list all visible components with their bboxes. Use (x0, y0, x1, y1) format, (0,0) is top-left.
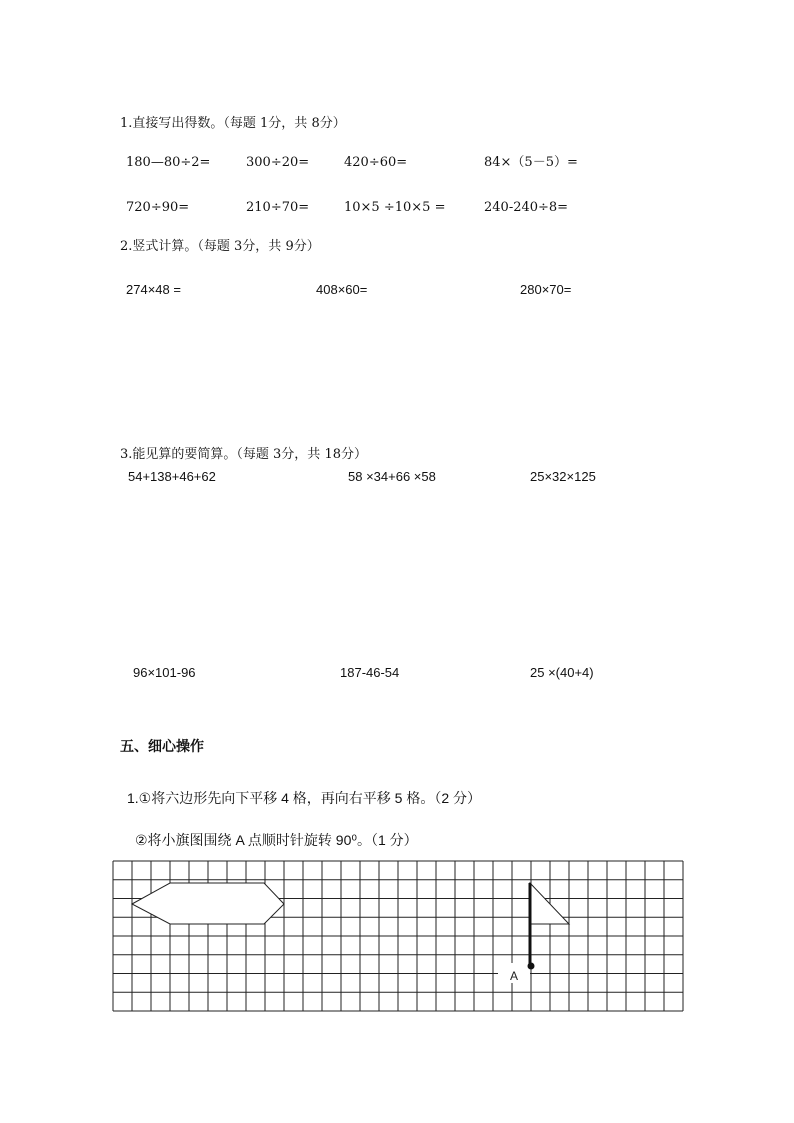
problem-1-1: 180—80÷2= (126, 155, 211, 170)
section5-title: 五、细心操作 (120, 739, 204, 755)
operation-q2: ②将小旗图围绕 A 点顺时针旋转 90⁰。（1 分） (135, 832, 418, 848)
vertical-calc-2: 408×60= (316, 282, 368, 297)
simplify-1: 54+138+46+62 (128, 469, 216, 484)
simplify-6: 25 ×(40+4) (530, 665, 594, 680)
section1-heading: 1.直接写出得数。（每题 1分，共 8分） (120, 116, 346, 131)
operation-q1: 1.①将六边形先向下平移 4 格，再向右平移 5 格。（2 分） (127, 790, 482, 806)
pivot-point (528, 963, 535, 970)
section3-heading: 3.能见算的要简算。（每题 3分，共 18分） (120, 447, 367, 462)
problem-1-7: 10×5 ÷10×5 = (344, 200, 446, 215)
simplify-5: 187-46-54 (340, 665, 400, 680)
problem-1-8: 240-240÷8= (484, 200, 569, 215)
section2-heading: 2.竖式计算。（每题 3分，共 9分） (120, 239, 320, 254)
problem-1-4: 84×（5－5）= (484, 155, 578, 170)
problem-1-5: 720÷90= (126, 200, 190, 215)
simplify-4: 96×101-96 (133, 665, 196, 680)
problem-1-2: 300÷20= (246, 155, 310, 170)
vertical-calc-1: 274×48 = (126, 282, 181, 297)
hexagon-shape (132, 883, 284, 924)
vertical-calc-3: 280×70= (520, 282, 572, 297)
simplify-2: 58 ×34+66 ×58 (348, 469, 436, 484)
problem-1-6: 210÷70= (246, 200, 310, 215)
problem-1-3: 420÷60= (344, 155, 408, 170)
grid-figure (112, 860, 684, 1012)
point-label-a: A (510, 969, 519, 983)
simplify-3: 25×32×125 (530, 469, 596, 484)
